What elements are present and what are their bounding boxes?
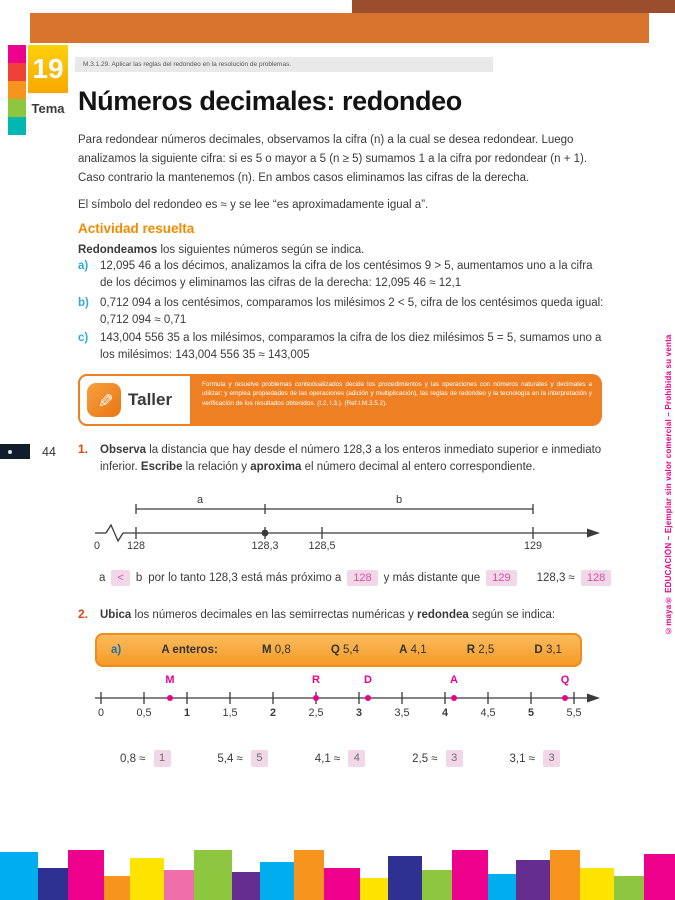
solved-item-a <box>78 258 606 291</box>
lead-rest: los siguientes números según se indica. <box>157 244 365 256</box>
footer-block <box>164 870 194 900</box>
tick2-4: 4 <box>441 707 449 719</box>
intro-paragraph: Para redondear números decimales, observamos la cifra (n) a la cual se desea redondear. Luego analizamos la siguiente cifra: si es 5 o mayor a 5 (n ≥ 5) sumamos 1 a la cifra por redondear (n + 1). Caso contrario la mantenemos (n). En ambos casos eliminamos las cifras de la derecha. <box>78 134 588 184</box>
ex2-bold1: Ubica <box>100 609 132 621</box>
footer-block <box>644 854 675 900</box>
item-text-c: 143,004 556 35 a los milésimos, comparamos la cifra de los diez milésimos 5 = 5, sumamos uno a los milésimos: 143,004 556 35 ≈ 143,005 <box>100 332 602 361</box>
footer-block <box>38 868 68 900</box>
tick2-2-5: 2,5 <box>308 707 324 719</box>
copyright-sidebar: ©maya® EDUCACIÓN – Ejemplar sin valor comercial – Prohibida su venta <box>664 334 673 635</box>
exercise-1 <box>78 442 614 475</box>
point-Q-label: Q <box>560 674 570 686</box>
item-label-a: a) <box>78 260 89 272</box>
exercise1-numberline <box>93 494 605 557</box>
answer-a: a <box>99 572 106 584</box>
tema-badge <box>8 45 68 135</box>
tick-0: 0 <box>93 540 101 552</box>
tick-128: 128 <box>126 540 146 552</box>
ex1-bold3: aproxima <box>250 460 302 473</box>
result-box-4-1: 4 <box>348 750 365 767</box>
result-box-0-8: 1 <box>154 750 171 767</box>
box-label-a: a) <box>111 644 122 656</box>
pencil-icon: ✎ <box>87 383 121 417</box>
segment-a-label: a <box>196 494 204 506</box>
tick2-4-5: 4,5 <box>480 707 496 719</box>
taller-description: Formula y resuelve problemas contextualizados decide los procedimientos y las operaciones con números naturales y decimales a utilizar; y emplea propiedades de las operaciones (adición y multiplicación), las reglas de redondeo y la tecnología en la interpretación y verificación de los resultados obtenidos. (I.2, I.3.). (Ref.I.M.3.5.2). <box>202 381 592 407</box>
box-item-A: A 4,1 <box>399 644 427 656</box>
answer-box-round: 128 <box>581 570 611 586</box>
ex1-bold1: Observa <box>100 444 147 456</box>
footer-block <box>488 874 516 900</box>
exercise1-text <box>100 442 614 475</box>
taller-box <box>78 374 602 426</box>
page-number: 44 <box>42 444 56 459</box>
footer-block <box>452 850 488 900</box>
footer-block <box>324 868 360 900</box>
tick2-3-5: 3,5 <box>394 707 410 719</box>
chip-red <box>8 63 26 81</box>
tick2-5-5: 5,5 <box>566 707 582 719</box>
lead-bold: Redondeamos <box>78 244 158 256</box>
item-label-c: c) <box>78 332 89 344</box>
result-box-5-4: 5 <box>251 750 268 767</box>
answer-pair-5-4: 5,4 ≈ 5 <box>217 750 268 767</box>
tick2-5: 5 <box>527 707 535 719</box>
footer-block <box>422 870 452 900</box>
tick-129: 129 <box>523 540 543 552</box>
answer-b: b <box>135 572 143 584</box>
taller-left-panel <box>78 374 192 426</box>
ex2-part2: según se indica: <box>468 609 556 621</box>
point-D-label: D <box>364 674 372 686</box>
ex2-bold2: redondea <box>417 609 469 621</box>
point-A-label: A <box>450 674 458 686</box>
point-D-dot <box>365 695 371 701</box>
box-item-D: D 3,1 <box>534 644 562 656</box>
footer-block <box>232 872 260 900</box>
item-text-a: 12,095 46 a los décimos, analizamos la cifra de los centésimos 9 > 5, aumentamos uno a la cifra de los décimos y eliminamos las cifras de la derecha: 12,095 46 ≈ 12,1 <box>100 260 593 289</box>
ex1-bold2: Escribe <box>140 460 183 473</box>
color-chips <box>8 45 26 135</box>
ex2-part1: los números decimales en las semirrectas numéricas y <box>131 609 418 621</box>
item-text-b: 0,712 094 a los centésimos, comparamos los milésimos 2 < 5, cifra de los centésimos queda igual: 0,712 094 ≈ 0,71 <box>100 297 604 326</box>
solved-item-c <box>78 330 606 363</box>
answer-pair-2-5: 2,5 ≈ 3 <box>412 750 463 767</box>
ex1-part3: el número decimal al entero correspondiente. <box>301 460 536 473</box>
chip-magenta <box>8 45 26 63</box>
box-item-Q: Q 5,4 <box>330 644 360 656</box>
footer-block <box>388 856 422 900</box>
point-M-label: M <box>165 674 175 686</box>
result-box-3-1: 3 <box>543 750 560 767</box>
box-item-R: R 2,5 <box>466 644 495 656</box>
chip-orange <box>8 81 26 99</box>
chip-teal <box>8 117 26 135</box>
item-label-b: b) <box>78 297 89 309</box>
answer-text-3: 128,3 ≈ <box>536 572 575 584</box>
page-number-strip <box>0 444 56 459</box>
box-item-M: M 0,8 <box>261 644 291 656</box>
page-title: Números decimales: redondeo <box>78 86 462 116</box>
tick2-1-5: 1,5 <box>222 707 238 719</box>
point-M-dot <box>167 695 173 701</box>
tick2-0-5: 0,5 <box>136 707 152 719</box>
solved-item-b <box>78 295 606 328</box>
exercise2-answers <box>96 750 588 767</box>
tema-number-block <box>28 45 68 135</box>
tema-label: Tema <box>31 101 65 116</box>
taller-label: Taller <box>128 390 173 409</box>
answer-text-1: por lo tanto 128,3 está más próximo a <box>148 572 342 584</box>
point-R-dot <box>313 695 319 701</box>
tick2-3: 3 <box>355 707 363 719</box>
tick-128-5: 128,5 <box>308 540 336 552</box>
tema-number: 19 <box>28 45 68 93</box>
page-number-bar <box>0 444 30 459</box>
answer-pair-0-8: 0,8 ≈ 1 <box>120 750 171 767</box>
curriculum-standard: M.3.1.29. Aplicar las reglas del redondeo en la resolución de problemas. <box>75 57 493 72</box>
exercise2-numberline <box>93 676 605 738</box>
exercise2a-box <box>95 633 582 667</box>
footer-block <box>68 850 104 900</box>
footer-block <box>104 876 130 900</box>
ex1-part2: la relación y <box>182 460 251 473</box>
answer-pair-3-1: 3,1 ≈ 3 <box>510 750 561 767</box>
page-number-dot <box>8 450 12 454</box>
point-R-label: R <box>312 674 320 686</box>
point-Q-dot <box>562 695 568 701</box>
ex1-part1: la distancia que hay desde el número 128,3 a los enteros inmediato superior e inmediato inferior. <box>100 444 602 473</box>
actividad-heading: Actividad resuelta <box>78 221 195 236</box>
top-brown-bar <box>352 0 675 13</box>
footer-block <box>130 858 164 900</box>
tick-128-3: 128,3 <box>251 540 279 552</box>
footer-block <box>360 878 388 900</box>
tick2-2: 2 <box>269 707 277 719</box>
numberline1-arrow <box>587 529 600 538</box>
tick2-0: 0 <box>97 707 105 719</box>
footer-block <box>294 850 324 900</box>
exercise2-text <box>100 607 614 624</box>
footer-block <box>614 876 644 900</box>
footer-block <box>580 868 614 900</box>
answer-box-129: 129 <box>486 570 516 586</box>
exercise2-number: 2. <box>78 607 89 621</box>
numberline2-arrow <box>587 694 600 703</box>
footer-decoration <box>0 850 675 900</box>
answer-box-128: 128 <box>347 570 377 586</box>
answer-pair-4-1: 4,1 ≈ 4 <box>315 750 366 767</box>
footer-block <box>194 850 232 900</box>
box-caption: A enteros: <box>161 644 218 656</box>
footer-block <box>0 852 38 900</box>
top-orange-bar <box>30 13 649 43</box>
exercise1-answer-line <box>99 570 611 586</box>
point-A-dot <box>451 695 457 701</box>
footer-block <box>260 862 294 900</box>
chip-green <box>8 99 26 117</box>
footer-block <box>516 860 550 900</box>
symbol-note: El símbolo del redondeo es ≈ y se lee “es aproximadamente igual a”. <box>78 199 429 211</box>
answer-text-2: y más distante que <box>383 572 481 584</box>
segment-b-label: b <box>395 494 403 506</box>
point-128-3-dot <box>262 530 269 537</box>
exercise1-number: 1. <box>78 442 89 456</box>
exercise-2 <box>78 607 614 624</box>
footer-block <box>550 850 580 900</box>
result-box-2-5: 3 <box>446 750 463 767</box>
tick2-1: 1 <box>183 707 191 719</box>
answer-box-relation: < <box>111 570 129 586</box>
